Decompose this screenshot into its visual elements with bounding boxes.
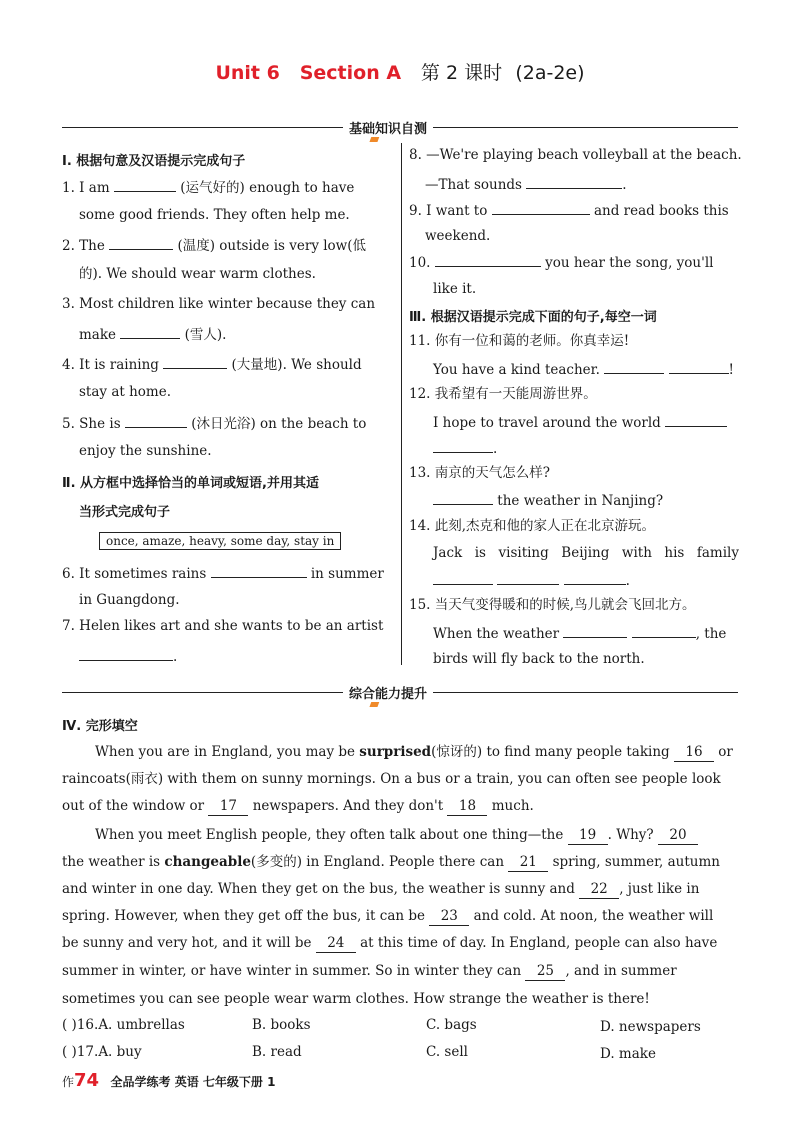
cloze-line: sometimes you can see people wear warm clothes. How strange the weather is there! — [62, 991, 650, 1007]
answer-paren[interactable]: ( ) — [62, 1017, 77, 1033]
question-12-en: I hope to travel around the world — [433, 412, 727, 432]
question-10-cont: like it. — [433, 281, 477, 297]
question-15-cont: birds will fly back to the north. — [433, 651, 645, 667]
page-number: 74 — [74, 1070, 100, 1091]
question-13-en: the weather in Nanjing? — [433, 490, 663, 510]
answer-blank[interactable] — [163, 354, 227, 369]
option-d[interactable]: D. make — [600, 1046, 656, 1062]
question-6-cont: in Guangdong. — [79, 592, 180, 608]
question-13: 13. 南京的天气怎么样? — [409, 465, 550, 481]
cloze-line: be sunny and very hot, and it will be 24 at this time of day. In England, people can also have — [62, 935, 718, 951]
question-7: 7. Helen likes art and she wants to be an artist — [62, 618, 384, 634]
book-title: 全品学练考 英语 七年级下册 1 — [110, 1075, 276, 1089]
answer-blank[interactable] — [564, 570, 626, 585]
question-5: 5. She is (沐日光浴) on the beach to — [62, 413, 366, 433]
answer-blank[interactable] — [433, 570, 493, 585]
answer-blank[interactable] — [526, 174, 622, 189]
question-12: 12. 我希望有一天能周游世界。 — [409, 386, 597, 402]
question-8: 8. —We're playing beach volleyball at the beach. — [409, 147, 742, 163]
part2-heading-cont: 当形式完成句子 — [79, 505, 171, 520]
question-3: 3. Most children like winter because they can — [62, 296, 376, 312]
question-12-cont: . — [433, 438, 497, 458]
option-a[interactable]: A. umbrellas — [98, 1017, 185, 1033]
column-divider — [401, 143, 402, 665]
question-9-cont: weekend. — [425, 228, 491, 244]
question-8-cont: —That sounds . — [425, 174, 627, 194]
cloze-blank[interactable]: 21 — [508, 853, 548, 872]
question-2: 2. The (温度) outside is very low(低 — [62, 235, 366, 255]
question-15: 15. 当天气变得暖和的时候,鸟儿就会飞回北方。 — [409, 597, 696, 613]
cloze-line: When you are in England, you may be surprised(惊讶的) to find many people taking 16 or — [95, 744, 733, 760]
cloze-line: the weather is changeable(多变的) in England. People there can 21 spring, summer, autumn — [62, 854, 720, 870]
word-box: once, amaze, heavy, some day, stay in — [99, 532, 341, 550]
question-14-cont: . — [433, 570, 630, 590]
question-1: 1. I am (运气好的) enough to have — [62, 177, 354, 197]
answer-blank[interactable] — [563, 623, 627, 638]
answer-blank[interactable] — [669, 359, 729, 374]
section-banner-basic: 基础知识自测 — [343, 118, 433, 137]
option-b[interactable]: B. read — [252, 1044, 302, 1060]
cloze-blank[interactable]: 18 — [447, 797, 487, 816]
cloze-line: When you meet English people, they often talk about one thing—the 19 . Why? 20 — [95, 826, 698, 845]
question-14-en: Jack is visiting Beijing with his family — [433, 545, 739, 561]
answer-blank[interactable] — [120, 324, 180, 339]
answer-blank[interactable] — [435, 252, 541, 267]
lesson-label: 第 2 课时 — [420, 62, 503, 84]
question-7-cont: . — [79, 646, 177, 666]
cloze-blank[interactable]: 20 — [658, 826, 698, 845]
question-3-cont: make (雪人). — [79, 324, 226, 344]
cloze-blank[interactable]: 16 — [674, 743, 714, 762]
cloze-blank[interactable]: 19 — [568, 826, 608, 845]
answer-blank[interactable] — [109, 235, 173, 250]
cloze-blank[interactable]: 17 — [208, 797, 248, 816]
question-4-cont: stay at home. — [79, 384, 171, 400]
part1-heading: Ⅰ. 根据句意及汉语提示完成句子 — [62, 154, 246, 169]
question-4: 4. It is raining (大量地). We should — [62, 354, 362, 374]
cloze-line: raincoats(雨衣) with them on sunny mornings. On a bus or a train, you can often see people look — [62, 771, 721, 787]
question-10: 10. you hear the song, you'll — [409, 252, 713, 272]
part3-heading: Ⅲ. 根据汉语提示完成下面的句子,每空一词 — [409, 310, 657, 325]
section-banner-advanced: 综合能力提升 — [343, 683, 433, 702]
page-footer: 作74 全品学练考 英语 七年级下册 1 — [62, 1070, 276, 1091]
question-15-en: When the weather , the — [433, 623, 726, 643]
option-c[interactable]: C. bags — [426, 1017, 477, 1033]
answer-paren[interactable]: ( ) — [62, 1044, 77, 1060]
answer-blank[interactable] — [433, 490, 493, 505]
answer-blank[interactable] — [433, 438, 493, 453]
question-11: 11. 你有一位和蔼的老师。你真幸运! — [409, 333, 630, 349]
question-14: 14. 此刻,杰克和他的家人正在北京游玩。 — [409, 518, 656, 534]
cloze-line: and winter in one day. When they get on the bus, the weather is sunny and 22 , just like in — [62, 881, 700, 897]
page-title — [0, 58, 800, 85]
cloze-blank[interactable]: 22 — [579, 880, 619, 899]
answer-blank[interactable] — [632, 623, 696, 638]
question-6: 6. It sometimes rains in summer — [62, 563, 384, 583]
cloze-blank[interactable]: 25 — [525, 962, 565, 981]
cloze-blank[interactable]: 24 — [316, 934, 356, 953]
answer-blank[interactable] — [604, 359, 664, 374]
option-a[interactable]: A. buy — [98, 1044, 142, 1060]
option-row-17: ( )17.A. buy — [62, 1044, 142, 1060]
question-5-cont: enjoy the sunshine. — [79, 443, 212, 459]
part4-heading: Ⅳ. 完形填空 — [62, 719, 138, 734]
question-1-cont: some good friends. They often help me. — [79, 207, 350, 223]
answer-blank[interactable] — [114, 177, 176, 192]
answer-blank[interactable] — [497, 570, 559, 585]
cloze-blank[interactable]: 23 — [429, 907, 469, 926]
option-row-16: ( )16.A. umbrellas — [62, 1017, 185, 1033]
unit-label: Unit 6 — [215, 62, 280, 84]
answer-blank[interactable] — [125, 413, 187, 428]
answer-blank[interactable] — [79, 646, 173, 661]
answer-blank[interactable] — [492, 200, 590, 215]
option-d[interactable]: D. newspapers — [600, 1019, 701, 1035]
lesson-range: (2a-2e) — [515, 62, 585, 84]
question-2-cont: 的). We should wear warm clothes. — [79, 266, 316, 282]
question-11-en: You have a kind teacher. ! — [433, 359, 734, 379]
option-b[interactable]: B. books — [252, 1017, 311, 1033]
cloze-line: spring. However, when they get off the bus, it can be 23 and cold. At noon, the weather will — [62, 908, 714, 924]
question-9: 9. I want to and read books this — [409, 200, 729, 220]
answer-blank[interactable] — [211, 563, 307, 578]
cloze-line: summer in winter, or have winter in summer. So in winter they can 25 , and in summer — [62, 963, 677, 979]
answer-blank[interactable] — [665, 412, 727, 427]
option-c[interactable]: C. sell — [426, 1044, 468, 1060]
cloze-line: out of the window or 17 newspapers. And they don't 18 much. — [62, 798, 534, 814]
section-label: Section A — [299, 62, 402, 84]
part2-heading: Ⅱ. 从方框中选择恰当的单词或短语,并用其适 — [62, 476, 319, 491]
